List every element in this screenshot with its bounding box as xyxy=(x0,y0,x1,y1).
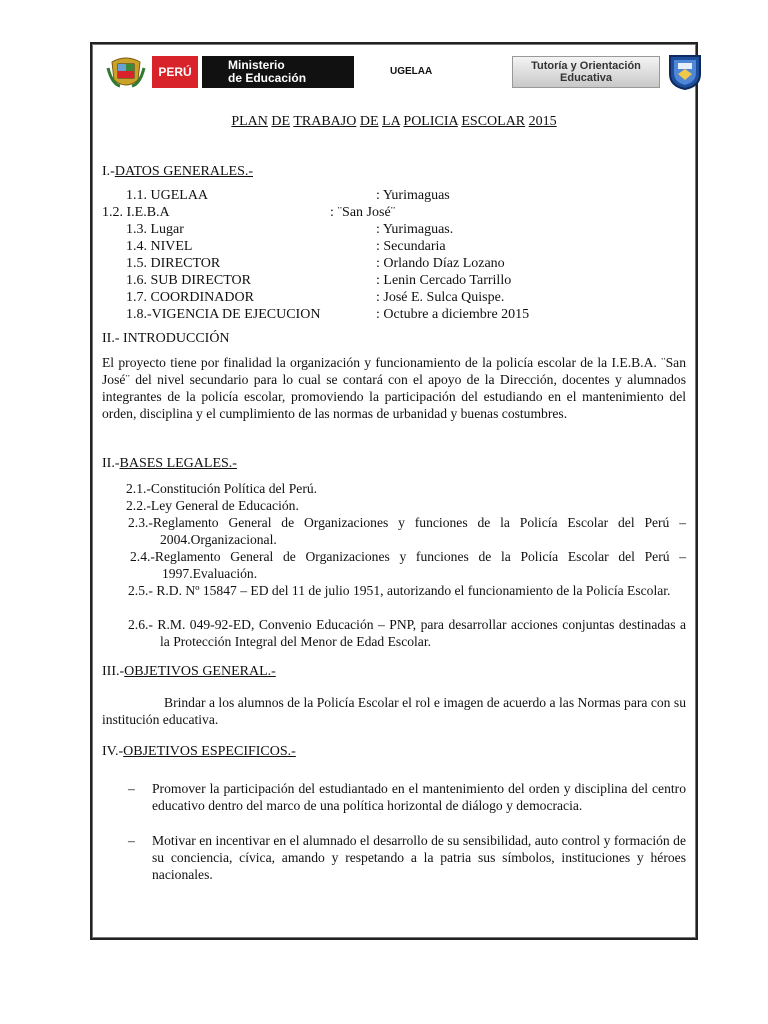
datos-value: : Yurimaguas xyxy=(376,188,450,203)
ministry-label xyxy=(202,56,354,88)
ugel-label: UGELAA xyxy=(390,66,433,77)
objetivo-general-paragraph: Brindar a los alumnos de la Policía Escolar el rol e imagen de acuerdo a las Normas para con su institución educativa. xyxy=(102,695,686,727)
datos-label: 1.1. UGELAA xyxy=(126,188,209,203)
title-word: LA xyxy=(382,114,400,129)
datos-label: 1.8.-VIGENCIA DE EJECUCION xyxy=(126,307,321,322)
intro-heading: II.- INTRODUCCIÓN xyxy=(102,331,230,346)
bases-heading-text: BASES LEGALES.- xyxy=(119,456,237,471)
bases-item: 2.5.- R.D. Nº 15847 – ED del 11 de julio 1951, autorizando el funcionamiento de la Policía Escolar. xyxy=(128,583,671,598)
datos-label: 1.4. NIVEL xyxy=(126,239,193,254)
objetivo-especifico-item: Motivar en incentivar en el alumnado el desarrollo de su sensibilidad, auto control y formación de su conciencia, cívica, amando y respetando a la patria sus símbolos, instituciones y héroes nacionales. xyxy=(152,833,686,882)
tutoria-label xyxy=(512,56,660,88)
datos-label: 1.7. COORDINADOR xyxy=(126,290,254,305)
title-word: 2015 xyxy=(528,114,557,129)
tutoria-line-2: Educativa xyxy=(560,72,612,84)
bases-item: 2.2.-Ley General de Educación. xyxy=(126,498,299,513)
bases-heading xyxy=(102,456,237,472)
objetivo-general-prefix: III.- xyxy=(102,664,125,679)
datos-heading-text: DATOS GENERALES.- xyxy=(114,164,254,179)
datos-value: : Secundaria xyxy=(376,239,446,254)
objetivo-especifico-item: Promover la participación del estudiantado en el mantenimiento del orden y disciplina del centro educativo dentro del marco de una política horizontal de diálogo y democracia. xyxy=(152,781,686,813)
datos-value: : Octubre a diciembre 2015 xyxy=(376,307,530,322)
title-word: PLAN xyxy=(231,114,268,129)
page-title xyxy=(92,114,696,130)
title-word: POLICIA xyxy=(403,114,458,129)
objetivo-general-text: OBJETIVOS GENERAL.- xyxy=(124,664,276,679)
header-banner xyxy=(98,54,704,92)
datos-value: : Lenin Cercado Tarrillo xyxy=(376,273,512,288)
datos-value: : Yurimaguas. xyxy=(376,222,454,237)
datos-label: 1.2. I.E.B.A xyxy=(102,205,170,220)
datos-heading xyxy=(102,164,253,180)
bases-item: 2.1.-Constitución Política del Perú. xyxy=(126,481,318,496)
title-word: DE xyxy=(359,114,379,129)
datos-value: : José E. Sulca Quispe. xyxy=(376,290,505,305)
bases-heading-prefix: II.- xyxy=(102,456,120,471)
datos-value: : ¨San José¨ xyxy=(330,205,396,220)
datos-value: : Orlando Díaz Lozano xyxy=(376,256,505,271)
intro-paragraph: El proyecto tiene por finalidad la organización y funcionamiento de la policía escolar de la I.E.B.A. ¨San José¨ del nivel secundario para lo cual se contará con el apoyo de la Dirección, docentes y alumnados integrantes de la policía escolar, promoviendo la participación del estudiando en el mantenimiento del orden, disciplina y el cumplimiento de las normas de urbanidad y buenas costumbres. xyxy=(102,355,686,421)
bases-item: 2.6.- R.M. 049-92-ED, Convenio Educación – PNP, para desarrollar acciones conjuntas destinadas a la Protección Integral del Menor de Edad Escolar. xyxy=(128,617,686,649)
objetivos-especificos-text: OBJETIVOS ESPECIFICOS.- xyxy=(123,744,296,759)
objetivos-especificos-heading xyxy=(102,744,296,760)
datos-heading-prefix: I.- xyxy=(102,164,115,179)
ministry-line-2: de Educación xyxy=(228,71,307,85)
peru-label: PERÚ xyxy=(152,56,198,88)
datos-label: 1.5. DIRECTOR xyxy=(126,256,221,271)
title-word: TRABAJO xyxy=(293,114,357,129)
coat-of-arms-icon xyxy=(106,54,146,90)
bullet-dash: – xyxy=(128,781,135,796)
datos-label: 1.6. SUB DIRECTOR xyxy=(126,273,251,288)
bullet-dash: – xyxy=(128,833,135,848)
school-shield-icon xyxy=(668,54,702,90)
objetivo-general-heading xyxy=(102,664,276,680)
ministry-line-1: Ministerio xyxy=(228,58,285,72)
objetivos-especificos-prefix: IV.- xyxy=(102,744,124,759)
datos-label: 1.3. Lugar xyxy=(126,222,184,237)
bases-item: 2.4.-Reglamento General de Organizaciones y funciones de la Policía Escolar del Perú – 1997.Evaluación. xyxy=(130,549,686,581)
title-word: ESCOLAR xyxy=(461,114,526,129)
title-word: DE xyxy=(271,114,291,129)
tutoria-line-1: Tutoría y Orientación xyxy=(531,60,641,72)
bases-item: 2.3.-Reglamento General de Organizaciones y funciones de la Policía Escolar del Perú – 2004.Organizacional. xyxy=(128,515,686,547)
